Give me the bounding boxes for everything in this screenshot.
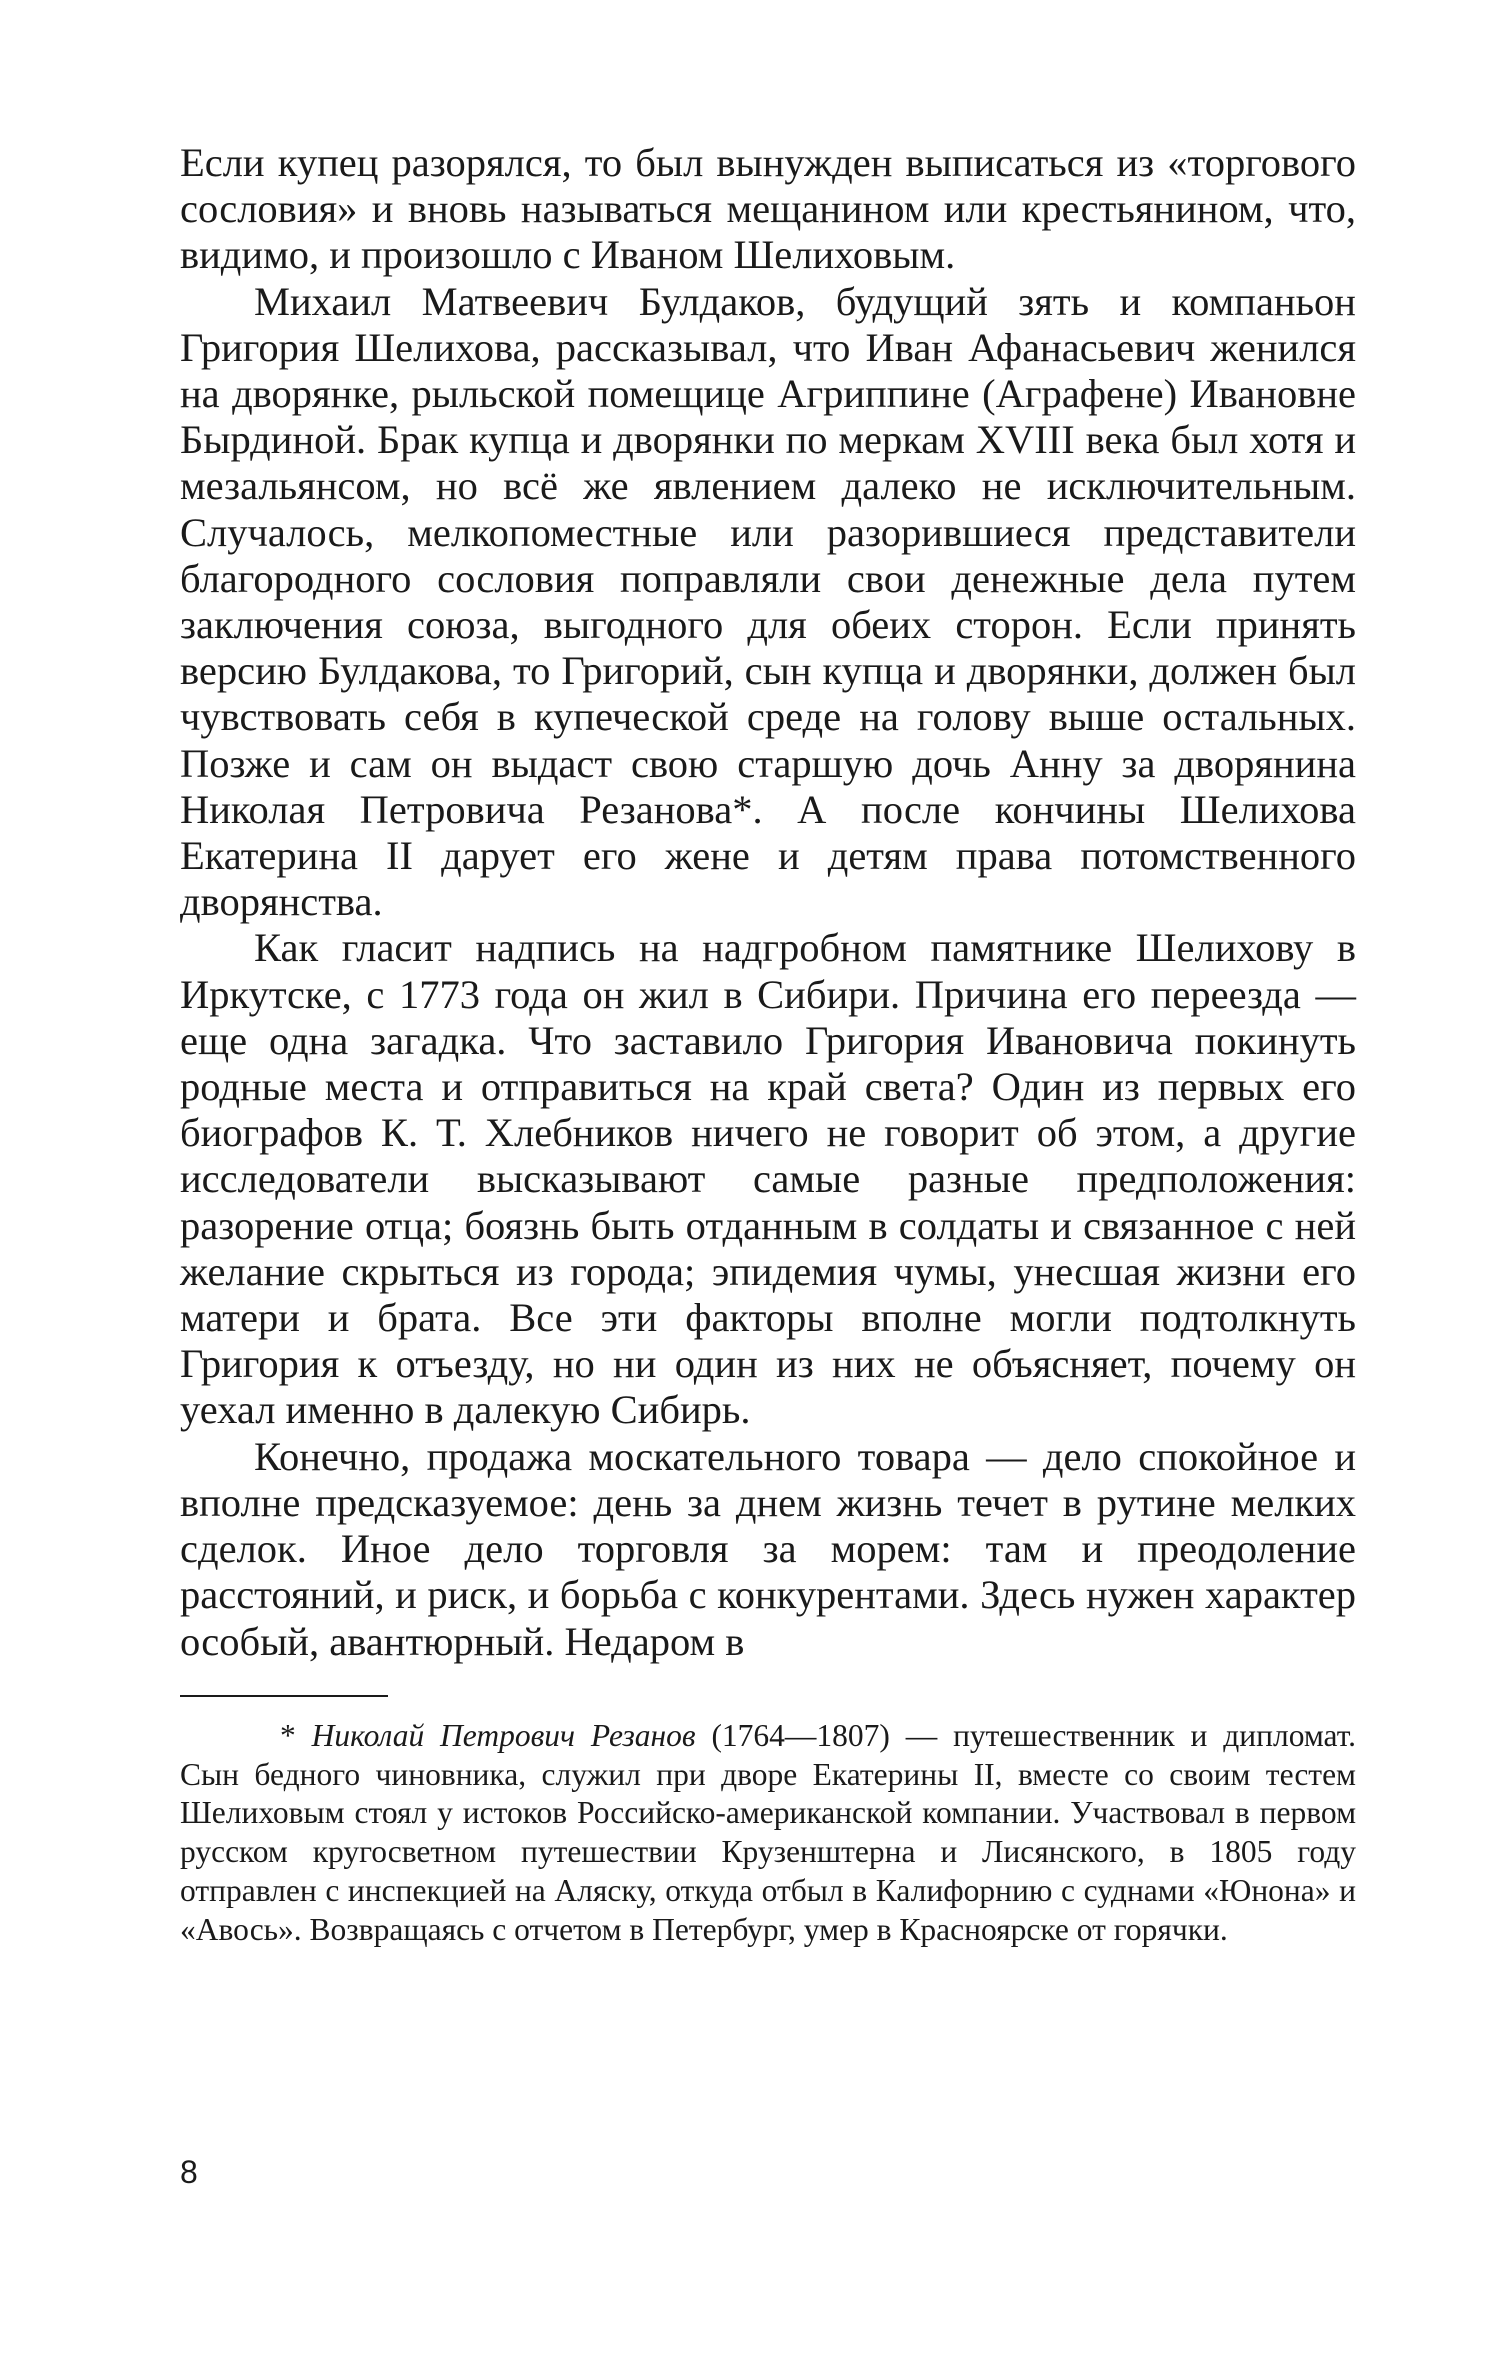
page-content: [180, 140, 1356, 1949]
footnote-divider: [180, 1695, 388, 1697]
main-text: [180, 140, 1356, 1665]
paragraph-1: Если купец разорялся, то был вынужден выписаться из «торгового сословия» и вновь называться мещанином или крестьянином, что, видимо, и произошло с Иваном Шелиховым.: [180, 140, 1356, 278]
page-number: 8: [180, 2154, 198, 2190]
paragraph-2: Михаил Матвеевич Булдаков, будущий зять и компаньон Григория Шелихова, рассказывал, что Иван Афанасьевич женился на дворянке, рыльской помещице Агриппине (Аграфене) Ивановне Бырдиной. Брак купца и дворянки по меркам XVIII века был хотя и мезальянсом, но всё же явлением далеко не исключительным. Случалось, мелкопоместные или разорившиеся представители благородного сословия поправляли свои денежные дела путем заключения союза, выгодного для обеих сторон. Если принять версию Булдакова, то Григорий, сын купца и дворянки, должен был чувствовать себя в купеческой среде на голову выше остальных. Позже и сам он выдаст свою старшую дочь Анну за дворянина Николая Петровича Резанова*. А после кончины Шелихова Екатерина II дарует его жене и детям права потомственного дворянства.: [180, 278, 1356, 925]
footnote: [180, 1717, 1356, 1950]
footnote-marker: *: [280, 1717, 312, 1753]
footnote-text: (1764—1807) — путешественник и дипломат. Сын бедного чиновника, служил при дворе Екатерины II, вместе со своим тестем Шелиховым стоял у истоков Российско-американской компании. Участвовал в первом русском кругосветном путешествии Крузенштерна и Лисянского, в 1805 году отправлен с инспекцией на Аляску, откуда отбыл в Калифорнию с суднами «Юнона» и «Авось». Возвращаясь с отчетом в Петербург, умер в Красноярске от горячки.: [180, 1717, 1356, 1947]
paragraph-3: Как гласит надпись на надгробном памятнике Шелихову в Иркутске, с 1773 года он жил в Сибири. Причина его переезда — еще одна загадка. Что заставило Григория Ивановича покинуть родные места и отправиться на край света? Один из первых его биографов К. Т. Хлебников ничего не говорит об этом, а другие исследователи высказывают самые разные предположения: разорение отца; боязнь быть отданным в солдаты и связанное с ней желание скрыться из города; эпидемия чумы, унесшая жизни его матери и брата. Все эти факторы вполне могли подтолкнуть Григория к отъезду, но ни один из них не объясняет, почему он уехал именно в далекую Сибирь.: [180, 925, 1356, 1433]
paragraph-4: Конечно, продажа москательного товара — дело спокойное и вполне предсказуемое: день за днем жизнь течет в рутине мелких сделок. Иное дело торговля за морем: там и преодоление расстояний, и риск, и борьба с конкурентами. Здесь нужен характер особый, авантюрный. Недаром в: [180, 1433, 1356, 1664]
footnote-person-name: Николай Петрович Резанов: [311, 1717, 696, 1753]
